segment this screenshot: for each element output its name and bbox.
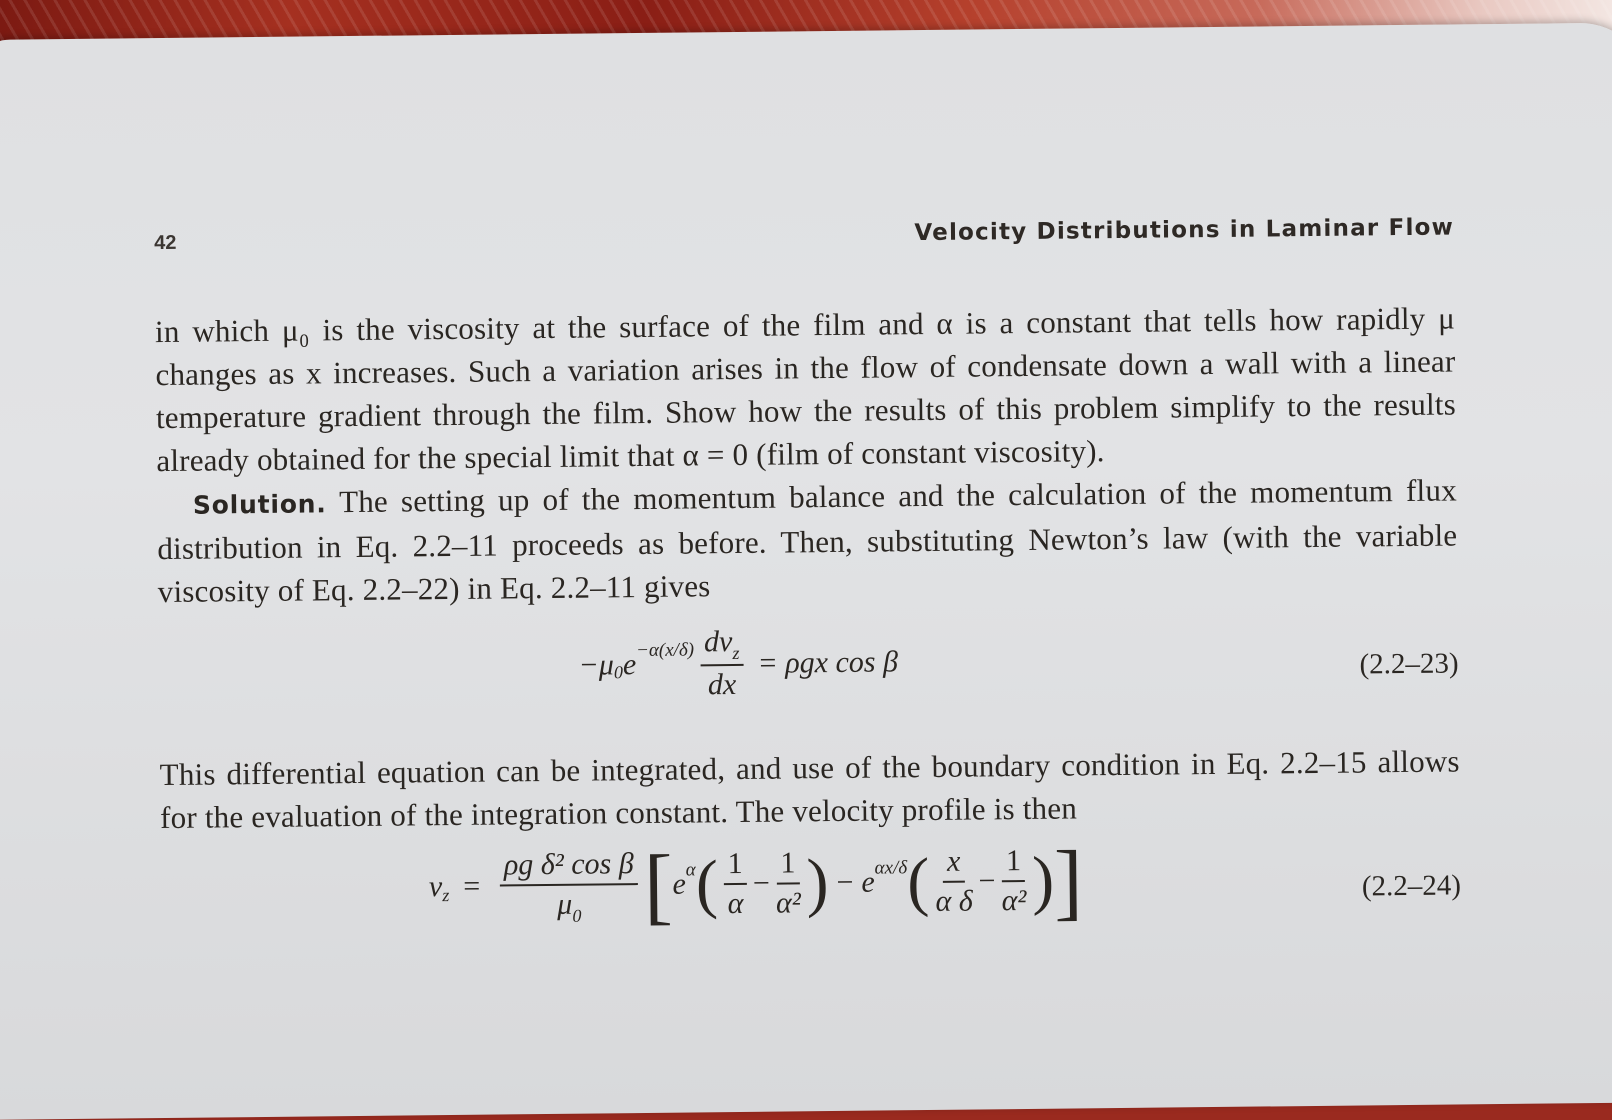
eq2-coef-den-sub: 0	[572, 905, 582, 926]
solution-label: Solution.	[192, 489, 327, 520]
equation-2-2-23-body	[578, 623, 898, 703]
eq2-e2: e	[861, 865, 875, 899]
eq2-t3-den: α δ	[935, 884, 973, 918]
right-paren-icon: )	[806, 846, 829, 920]
eq2-e1: e	[672, 867, 687, 901]
eq2-coef-den	[557, 885, 581, 924]
eq2-t4-num: 1	[1002, 844, 1025, 882]
eq2-minus-1: −	[752, 866, 770, 900]
eq2-t2-den: α²	[775, 886, 801, 920]
eq2-e1-exp: α	[685, 859, 696, 881]
eq2-t1-den: α	[727, 886, 744, 921]
eq2-equals: =	[463, 869, 481, 903]
eq2-minus-2: −	[836, 865, 854, 899]
page-number: 42	[154, 231, 177, 255]
eq2-term1	[723, 847, 747, 921]
eq1-frac-den: dx	[707, 668, 737, 702]
paragraph-solution	[157, 468, 1458, 613]
eq2-coefficient	[500, 847, 639, 925]
eq2-term3	[935, 845, 973, 919]
eq2-term4	[1001, 844, 1027, 918]
paragraph-integration: This differential equation can be integrated, and use of the boundary condition in Eq. 2.2–15 allows for the evaluation of the integration constant. The velocity profile is then	[159, 743, 1460, 836]
eq1-rhs: = ρgx cos β	[757, 644, 899, 680]
eq2-minus-3: −	[978, 864, 996, 898]
book-page	[0, 22, 1612, 1120]
page-content	[154, 214, 1462, 963]
eq1-lhs-e: e	[622, 647, 637, 681]
equation-2-2-24	[161, 832, 1462, 963]
solution-text: The setting up of the momentum balance and the calculation of the momentum flux distribution in Eq. 2.2–11 proceeds as before. Then, substituting Newton’s law (with the variable viscosity of Eq. 2.2–22) in Eq. 2.2–11 gives	[157, 472, 1458, 610]
eq2-coef-num: ρg δ² cos β	[500, 847, 638, 886]
eq1-lhs-sub: 0	[613, 662, 624, 683]
right-paren-icon: )	[1031, 843, 1055, 917]
eq1-frac-num	[700, 625, 744, 666]
page-header	[154, 214, 1454, 268]
equation-2-2-23	[158, 617, 1459, 731]
eq2-lhs-sub: z	[442, 884, 450, 905]
left-paren-icon: (	[906, 845, 930, 919]
eq2-t2-num: 1	[776, 846, 799, 884]
equation-number-2-2-23: (2.2–23)	[1359, 647, 1459, 681]
eq2-t3-num: x	[943, 845, 965, 883]
right-bracket-icon: ]	[1053, 832, 1084, 929]
equation-number-2-2-24: (2.2–24)	[1361, 869, 1462, 903]
eq2-term2	[775, 846, 801, 920]
running-head: Velocity Distributions in Laminar Flow	[914, 214, 1455, 247]
left-bracket-icon: [	[643, 836, 674, 933]
equation-2-2-24-body	[428, 832, 1084, 933]
eq1-num-sub: z	[732, 642, 740, 664]
left-paren-icon: (	[695, 847, 719, 921]
eq1-lhs-prefix: −μ	[578, 647, 615, 682]
eq1-num-text: dv	[703, 625, 733, 659]
eq1-lhs-exp: −α(x/δ)	[635, 638, 695, 661]
paragraph-problem-statement: in which μ₀ is the viscosity at the surface of the film and α is a constant that tells how rapidly μ changes as x increases. Such a variation arises in the flow of condensate down a wall with a linear temperature gradient through the film. Show how the results of this problem simplify to the results already obtained for the special limit that α = 0 (film of constant viscosity).	[154, 300, 1457, 479]
eq1-derivative	[700, 625, 744, 702]
eq2-t4-den: α²	[1001, 883, 1027, 918]
eq2-coef-den-text: μ	[557, 887, 573, 921]
eq2-e2-exp: αx/δ	[874, 857, 908, 879]
eq2-t1-num: 1	[723, 847, 746, 885]
eq2-lhs: v	[428, 870, 443, 904]
